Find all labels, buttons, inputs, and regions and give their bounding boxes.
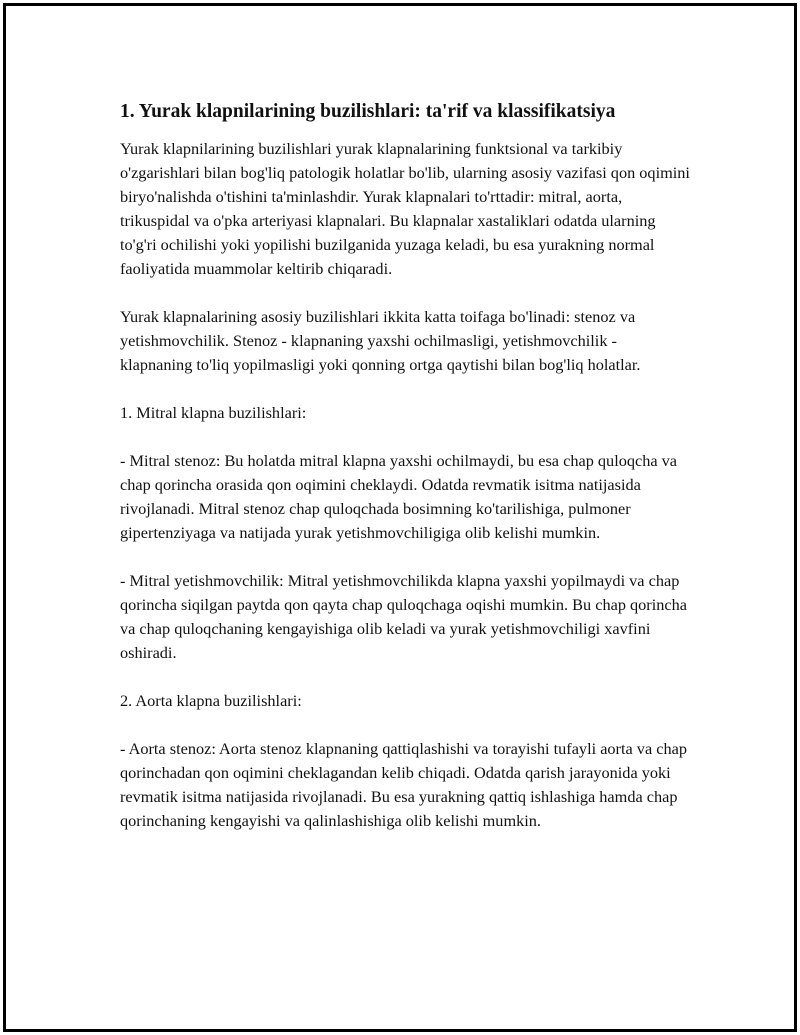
paragraph-aortic-stenosis: - Aorta stenoz: Aorta stenoz klapnaning qattiqlashishi va torayishi tufayli aorta va chap qorinchadan qon oqimini cheklagandan kelib chiqadi. Odatda qarish jarayonida yoki revmatik isitma natijasida rivojlanadi. Bu esa yurakning qattiq ishlashiga hamda chap qorinchaning kengayishi va qalinlashishiga olib kelishi mumkin. xyxy=(120,739,687,830)
document-page xyxy=(3,3,797,1032)
paragraph-categories: Yurak klapnalarining asosiy buzilishlari ikkita katta toifaga bo'linadi: stenoz va yetishmovchilik. Stenoz - klapnaning yaxshi ochilmasligi, yetishmovchilik - klapnaning to'liq yopilmasligi yoki qonning ortga qaytishi bilan bog'liq holatlar. xyxy=(120,307,641,374)
subheading-aortic: 2. Aorta klapna buzilishlari: xyxy=(120,691,302,710)
section-heading: 1. Yurak klapnilarining buzilishlari: ta'rif va klassifikatsiya xyxy=(120,101,616,122)
paragraph-mitral-insufficiency: - Mitral yetishmovchilik: Mitral yetishmovchilikda klapna yaxshi yopilmaydi va chap qorincha siqilgan paytda qon qayta chap quloqchaga oqishi mumkin. Bu chap qorincha va chap quloqchaning kengayishiga olib keladi va yurak yetishmovchiligi xavfini oshiradi. xyxy=(120,571,687,662)
paragraph-mitral-stenosis: - Mitral stenoz: Bu holatda mitral klapna yaxshi ochilmaydi, bu esa chap quloqcha va chap qorincha orasida qon oqimini cheklaydi. Odatda revmatik isitma natijasida rivojlanadi. Mitral stenoz chap quloqchada bosimning ko'tarilishiga, pulmoner gipertenziyaga va natijada yurak yetishmovchiligiga olib kelishi mumkin. xyxy=(120,451,678,542)
document-content xyxy=(120,98,690,833)
paragraph-intro: Yurak klapnilarining buzilishlari yurak klapnalarining funktsional va tarkibiy o'zgarishlari bilan bog'liq patologik holatlar bo'lib, ularning asosiy vazifasi qon oqimini biryo'nalishda o'tishini ta'minlashdir. Yurak klapnalari to'rttadir: mitral, aorta, trikuspidal va o'pka arteriyasi klapnalari. Bu klapnalar xastaliklari odatda ularning to'g'ri ochilishi yoki yopilishi buzilganida yuzaga keladi, bu esa yurakning normal faoliyatida muammolar keltirib chiqaradi. xyxy=(120,139,690,278)
subheading-mitral: 1. Mitral klapna buzilishlari: xyxy=(120,403,307,422)
